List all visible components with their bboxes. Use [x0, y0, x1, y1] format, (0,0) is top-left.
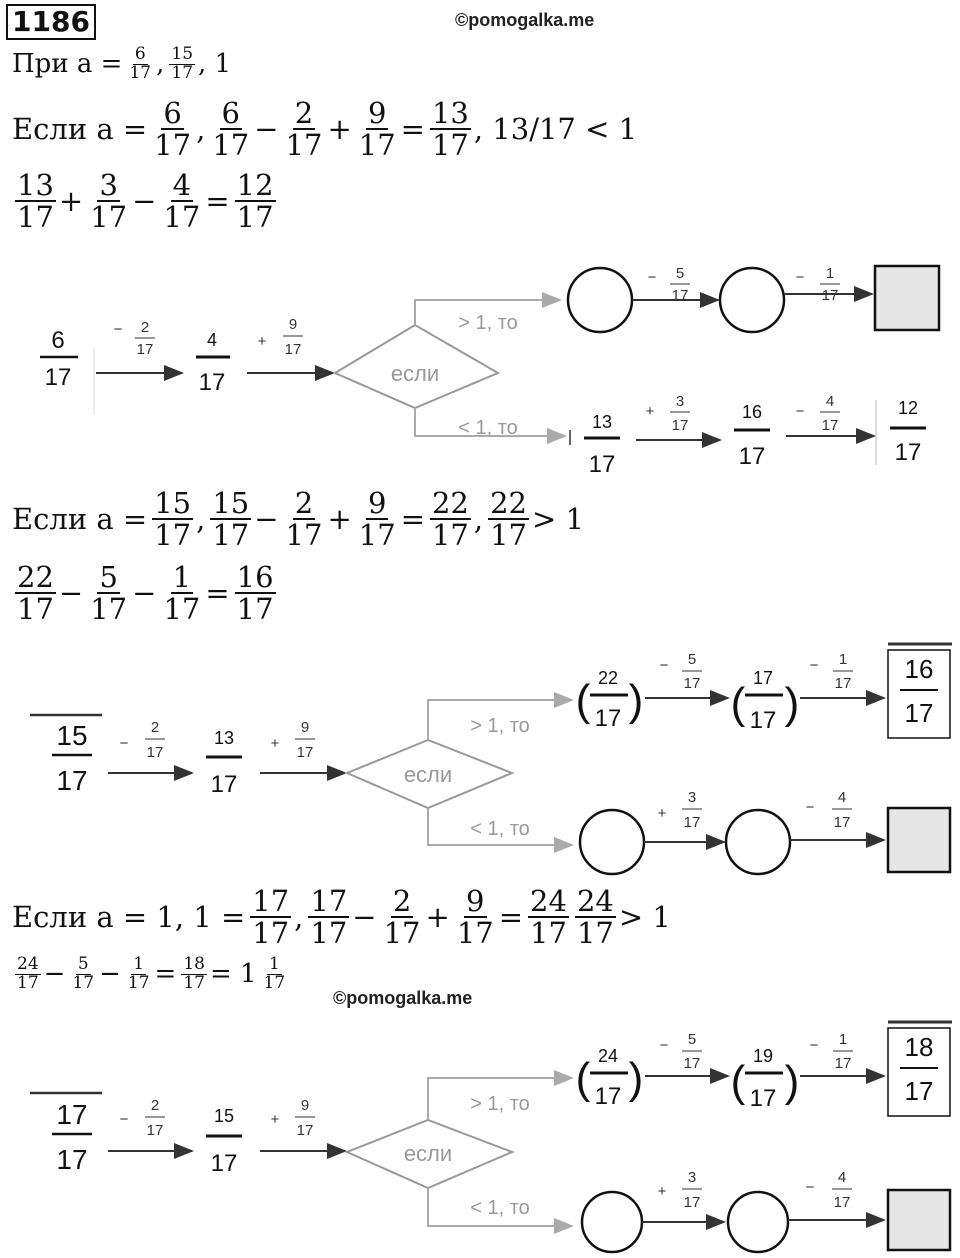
svg-text:17: 17	[56, 1099, 88, 1130]
svg-text:2: 2	[150, 719, 160, 736]
svg-text:−: −	[809, 1037, 819, 1054]
svg-text:−: −	[795, 269, 805, 286]
svg-text:если: если	[390, 361, 440, 386]
svg-text:3: 3	[675, 393, 685, 410]
svg-text:> 1, то: > 1, то	[458, 312, 518, 334]
svg-text:): )	[784, 679, 800, 728]
svg-text:17: 17	[56, 765, 88, 796]
svg-text:5: 5	[675, 265, 685, 282]
svg-text:17: 17	[296, 744, 314, 761]
svg-text:2: 2	[150, 1097, 160, 1114]
svg-text:15: 15	[213, 1106, 235, 1126]
svg-text:−: −	[805, 1179, 815, 1196]
watermark-2: ©pomogalka.me	[333, 988, 473, 1008]
svg-text:1: 1	[825, 265, 835, 282]
svg-text:13: 13	[213, 728, 235, 748]
svg-text:17: 17	[821, 417, 839, 434]
svg-text:17: 17	[146, 744, 164, 761]
svg-text:+: +	[645, 403, 655, 420]
case2-line2: 22 17 − $\frac{5}{17}$ − $\frac{1}{17}$ = $\frac{16}{17}$	[17, 560, 274, 627]
svg-text:16: 16	[741, 402, 763, 422]
svg-text:12: 12	[897, 398, 919, 418]
flow-diagram-1	[0, 250, 960, 485]
svg-text:17: 17	[894, 439, 922, 466]
svg-text:> 1, то: > 1, то	[470, 1093, 530, 1115]
svg-text:17: 17	[594, 705, 622, 732]
svg-text:16: 16	[904, 654, 934, 684]
svg-text:2: 2	[140, 319, 150, 336]
svg-text:17: 17	[146, 1122, 164, 1139]
svg-text:если: если	[403, 762, 453, 787]
svg-text:17: 17	[683, 814, 701, 831]
svg-text:4: 4	[837, 1169, 847, 1186]
svg-text:15: 15	[56, 720, 88, 751]
svg-text:17: 17	[284, 341, 302, 358]
svg-text:(: (	[730, 1057, 746, 1106]
svg-text:3: 3	[687, 789, 697, 806]
svg-text:17: 17	[671, 287, 689, 304]
svg-text:−: −	[647, 269, 657, 286]
svg-text:13: 13	[591, 412, 613, 432]
svg-text:17: 17	[904, 698, 934, 728]
svg-text:17: 17	[56, 1144, 88, 1175]
case3-line1: Если a = 1, 1 = $\frac{17}{17}$ , 17 17 − $\frac{2}{17}$ + $\frac{9}{17}$ = $\frac{24}{17}$ 24 17 > 1	[12, 884, 671, 951]
svg-text:17: 17	[738, 443, 766, 470]
svg-text:< 1, то: < 1, то	[458, 417, 518, 439]
svg-text:17: 17	[136, 341, 154, 358]
svg-text:+: +	[257, 333, 267, 350]
svg-text:−: −	[805, 799, 815, 816]
task-number: 1186	[6, 4, 96, 40]
svg-text:3: 3	[687, 1169, 697, 1186]
case1-line2: 13 17 + $\frac{3}{17}$ − $\frac{4}{17}$ = $\frac{12}{17}$	[17, 168, 274, 235]
svg-text:5: 5	[687, 651, 697, 668]
d1-start-num: 6	[51, 327, 65, 354]
svg-text:(: (	[575, 1054, 591, 1103]
svg-text:4: 4	[825, 393, 835, 410]
svg-text:17: 17	[683, 1194, 701, 1211]
svg-text:1: 1	[838, 651, 848, 668]
svg-text:9: 9	[300, 719, 310, 736]
svg-text:−: −	[795, 403, 805, 420]
svg-text:): )	[628, 676, 644, 725]
svg-text:+: +	[270, 735, 280, 752]
svg-text:−: −	[659, 657, 669, 674]
svg-text:22: 22	[597, 668, 619, 688]
flow-diagram-2	[0, 640, 960, 880]
svg-text:17: 17	[594, 1083, 622, 1110]
svg-text:17: 17	[833, 814, 851, 831]
svg-text:< 1, то: < 1, то	[470, 818, 530, 840]
svg-text:19: 19	[752, 1046, 774, 1066]
svg-text:9: 9	[300, 1097, 310, 1114]
svg-text:(: (	[730, 679, 746, 728]
svg-text:17: 17	[834, 675, 852, 692]
svg-text:< 1, то: < 1, то	[470, 1197, 530, 1219]
values-line: При a = $\frac{6}{17}$ , 15 17 , 1	[12, 44, 232, 83]
svg-text:−: −	[659, 1037, 669, 1054]
svg-text:17: 17	[749, 1085, 777, 1112]
svg-text:17: 17	[588, 451, 616, 478]
d1-after-sub: 4	[206, 330, 218, 350]
svg-text:4: 4	[837, 789, 847, 806]
svg-text:17: 17	[44, 364, 72, 391]
svg-text:−: −	[119, 735, 129, 752]
svg-text:17: 17	[683, 675, 701, 692]
svg-text:−: −	[809, 657, 819, 674]
watermark: ©pomogalka.me	[455, 10, 595, 30]
svg-text:17: 17	[210, 771, 238, 798]
svg-text:18: 18	[904, 1032, 934, 1062]
svg-text:17: 17	[821, 287, 839, 304]
case3-line2: 24 17 − $\frac{5}{17}$ − $\frac{1}{17}$ = $\frac{18}{17}$ = 1 1 17	[17, 954, 286, 993]
svg-text:17: 17	[683, 1055, 701, 1072]
svg-text:> 1, то: > 1, то	[470, 715, 530, 737]
svg-text:если: если	[403, 1141, 453, 1166]
svg-text:+: +	[657, 805, 667, 822]
svg-text:1: 1	[838, 1031, 848, 1048]
svg-text:5: 5	[687, 1031, 697, 1048]
svg-text:17: 17	[198, 369, 226, 396]
svg-text:17: 17	[671, 417, 689, 434]
svg-text:(: (	[575, 676, 591, 725]
svg-text:+: +	[657, 1183, 667, 1200]
case1-line1: Если a = $\frac{6}{17}$ , 6 17 − $\frac{2}{17}$ + $\frac{9}{17}$ = $\frac{13}{17}$ , 13/17 < 1	[12, 96, 638, 163]
svg-text:17: 17	[833, 1194, 851, 1211]
flow-diagram-3	[0, 1016, 960, 1256]
case2-line1: Если a = $\frac{15}{17}$ , 15 17 − $\frac{2}{17}$ + $\frac{9}{17}$ = $\frac{22}{17}$ , 22 17 > 1	[12, 486, 584, 553]
svg-text:24: 24	[597, 1046, 619, 1066]
svg-text:+: +	[270, 1111, 280, 1128]
svg-text:9: 9	[288, 316, 298, 333]
svg-text:17: 17	[834, 1055, 852, 1072]
svg-text:): )	[784, 1057, 800, 1106]
svg-text:17: 17	[749, 707, 777, 734]
svg-text:−: −	[113, 321, 123, 338]
svg-text:−: −	[119, 1111, 129, 1128]
svg-text:17: 17	[296, 1122, 314, 1139]
svg-text:17: 17	[210, 1150, 238, 1177]
svg-text:): )	[628, 1054, 644, 1103]
svg-text:17: 17	[752, 668, 774, 688]
svg-text:17: 17	[904, 1076, 934, 1106]
